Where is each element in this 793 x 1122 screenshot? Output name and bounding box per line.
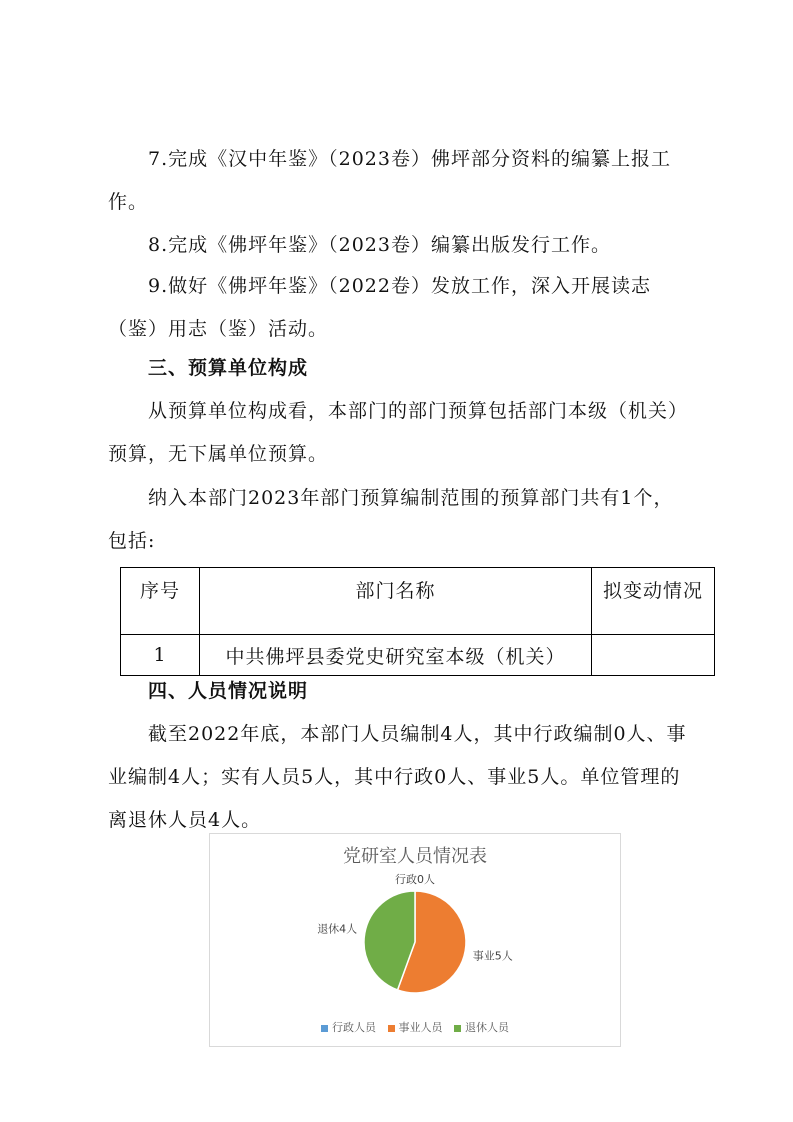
- header-cell: 序号: [121, 568, 200, 635]
- section-heading-staff: 四、人员情况说明: [148, 680, 309, 702]
- legend-item: [454, 1019, 509, 1035]
- header-cell: 拟变动情况: [592, 568, 715, 635]
- legend-label: 行政人员: [332, 1021, 376, 1034]
- table-cell: 中共佛坪县委党史研究室本级（机关）: [200, 635, 592, 676]
- table-header-row: [121, 568, 715, 635]
- paragraph-budget-scope: 纳入本部门2023年部门预算编制范围的预算部门共有1个，包括:: [108, 487, 674, 552]
- paragraph-staff: 截至2022年底，本部门人员编制4人，其中行政编制0人、事业编制4人；实有人员5人，其中行政0人、事业5人。单位管理的离退休人员4人。: [108, 723, 687, 831]
- legend-swatch: [321, 1025, 328, 1032]
- legend-swatch: [388, 1025, 395, 1032]
- legend-item: [321, 1019, 376, 1035]
- section-heading-budget-units: 三、预算单位构成: [148, 357, 309, 379]
- pie-data-label: 行政0人: [395, 873, 435, 886]
- legend-item: [388, 1019, 443, 1035]
- chart-legend: [210, 1019, 620, 1035]
- pie-chart-canvas: [210, 834, 620, 1046]
- staff-pie-chart: [209, 833, 621, 1047]
- pie-data-label: 事业5人: [472, 949, 513, 963]
- paragraph-item-7: 7.完成《汉中年鉴》（2023卷）佛坪部分资料的编纂上报工作。: [108, 148, 671, 213]
- chart-title: 党研室人员情况表: [343, 846, 487, 867]
- pie-data-label: 退休4人: [317, 922, 358, 936]
- table-cell: [592, 635, 715, 676]
- department-table: [120, 567, 715, 676]
- paragraph-item-9: 9.做好《佛坪年鉴》（2022卷）发放工作，深入开展读志（鉴）用志（鉴）活动。: [108, 275, 651, 340]
- table-cell: 1: [121, 635, 200, 676]
- legend-label: 事业人员: [398, 1021, 443, 1034]
- legend-swatch: [454, 1025, 461, 1032]
- paragraph-item-8: 8.完成《佛坪年鉴》（2023卷）编纂出版发行工作。: [148, 234, 611, 256]
- header-cell: 部门名称: [200, 568, 592, 635]
- legend-label: 退休人员: [465, 1021, 509, 1034]
- paragraph-budget-units: 从预算单位构成看，本部门的部门预算包括部门本级（机关）预算，无下属单位预算。: [108, 400, 689, 465]
